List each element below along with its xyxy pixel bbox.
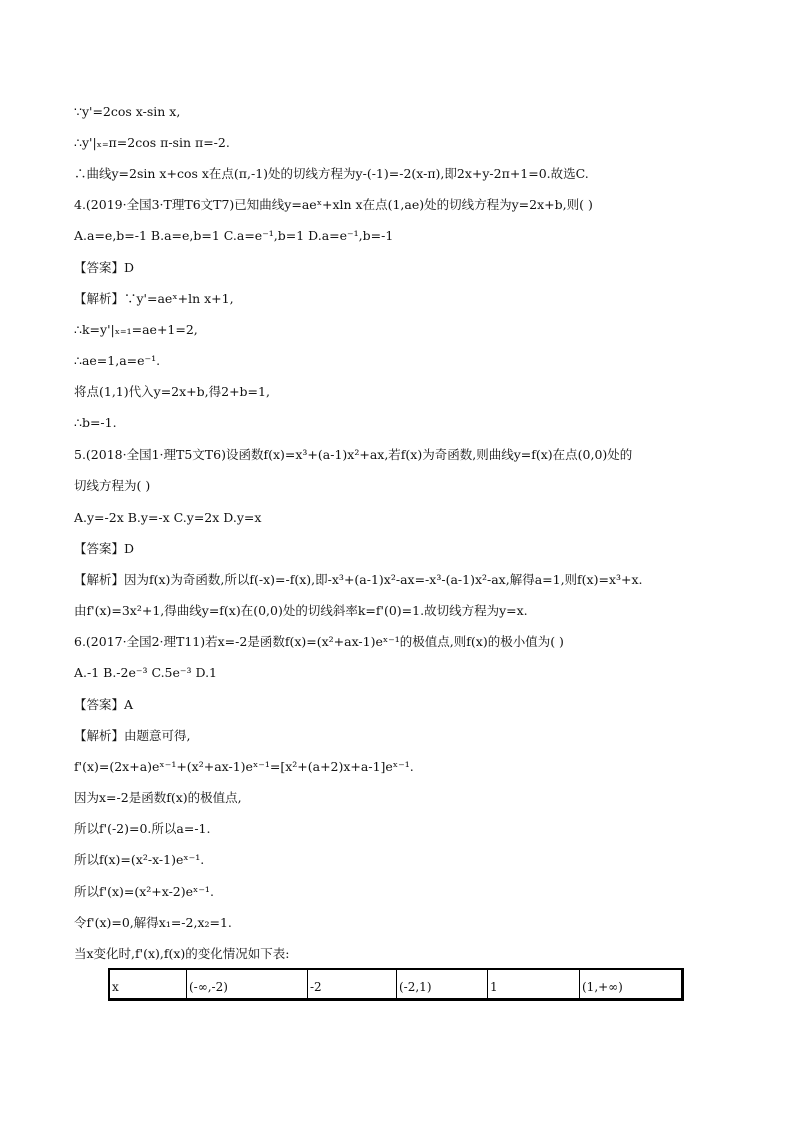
text-line: ∴曲线y=2sin x+cos x在点(π,-1)处的切线方程为y-(-1)=-2(x-π),即2x+y-2π+1=0.故选C. [74, 166, 589, 181]
table-cell: (1,+∞) [582, 980, 623, 994]
question-5: 5.(2018·全国1·理T5文T6)设函数f(x)=x³+(a-1)x²+ax,若f(x)为奇函数,则曲线y=f(x)在点(0,0)处的 [74, 447, 633, 462]
question-5-cont: 切线方程为( ) [74, 478, 151, 493]
analysis-line: 【解析】∵y'=aeˣ+ln x+1, [74, 291, 234, 306]
answer-label: 【答案】A [74, 697, 134, 712]
table-cell: 1 [488, 970, 580, 998]
text-line: f'(x)=(2x+a)eˣ⁻¹+(x²+ax-1)eˣ⁻¹=[x²+(a+2)x+a-1]eˣ⁻¹. [74, 759, 414, 774]
question-4: 4.(2019·全国3·T理T6文T7)已知曲线y=aeˣ+xln x在点(1,ae)处的切线方程为y=2x+b,则( ) [74, 197, 593, 212]
text-line: 令f'(x)=0,解得x₁=-2,x₂=1. [74, 915, 232, 930]
analysis-line: 【解析】因为f(x)为奇函数,所以f(-x)=-f(x),即-x³+(a-1)x²-ax=-x³-(a-1)x²-ax,解得a=1,则f(x)=x³+x. [74, 572, 643, 587]
text-line: 由f'(x)=3x²+1,得曲线y=f(x)在(0,0)处的切线斜率k=f'(0)=1.故切线方程为y=x. [74, 603, 528, 618]
options-6: A.-1 B.-2e⁻³ C.5e⁻³ D.1 [74, 665, 217, 680]
text-line: 所以f(x)=(x²-x-1)eˣ⁻¹. [74, 852, 205, 867]
text-line: ∴b=-1. [74, 415, 117, 430]
table-cell: -2 [308, 970, 397, 998]
table-cell: (-∞,-2) [187, 970, 308, 998]
text-line: ∴y'|ₓ₌π=2cos π-sin π=-2. [74, 135, 230, 150]
text-line: ∴ae=1,a=e⁻¹. [74, 353, 161, 368]
table-cell: x [110, 970, 187, 998]
answer-label: 【答案】D [74, 541, 135, 556]
options-4: A.a=e,b=-1 B.a=e,b=1 C.a=e⁻¹,b=1 D.a=e⁻¹,b=-1 [74, 228, 394, 243]
options-5: A.y=-2x B.y=-x C.y=2x D.y=x [74, 510, 262, 525]
table-cell: (-2,1) [397, 970, 488, 998]
question-6: 6.(2017·全国2·理T11)若x=-2是函数f(x)=(x²+ax-1)eˣ⁻¹的极值点,则f(x)的极小值为( ) [74, 634, 564, 649]
text-line: ∵y'=2cos x-sin x, [74, 104, 181, 119]
text-line: 因为x=-2是函数f(x)的极值点, [74, 790, 242, 805]
text-line: ∴k=y'|ₓ₌₁=ae+1=2, [74, 322, 198, 337]
variation-table [108, 968, 684, 1001]
analysis-line: 【解析】由题意可得, [74, 728, 191, 743]
text-line: 将点(1,1)代入y=2x+b,得2+b=1, [74, 384, 270, 399]
text-line: 所以f'(-2)=0.所以a=-1. [74, 821, 211, 836]
text-line: 所以f'(x)=(x²+x-2)eˣ⁻¹. [74, 884, 214, 899]
answer-label: 【答案】D [74, 260, 135, 275]
text-line: 当x变化时,f'(x),f(x)的变化情况如下表: [74, 946, 290, 961]
